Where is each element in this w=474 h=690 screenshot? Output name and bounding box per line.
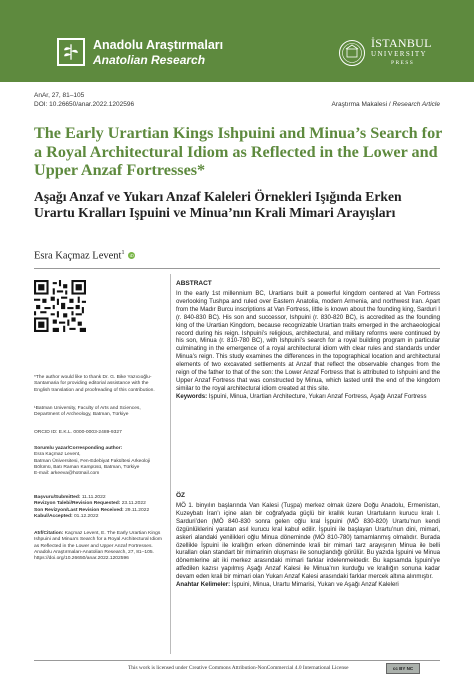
orcid-icon[interactable]: iD (129, 252, 134, 258)
abstract-heading: ABSTRACT (176, 280, 212, 287)
journal-subtitle: Anatolian Research (93, 53, 206, 67)
author-email[interactable]: E-mail: arkeeva@hotmail.com (34, 471, 100, 477)
affiliation-note: ¹Batman University, Faculty of Arts and Sciences, Department of Archeology, Batman, Türkiye (34, 406, 141, 418)
license-text: This work is licensed under Creative Commons Attribution-NonCommercial 4.0 International License (128, 665, 349, 671)
article-title-tr: Aşağı Anzaf ve Yukarı Anzaf Kaleleri Örnekleri Işığında Erken Urartu Kralları Işpuini ve Minua’nın Krali Mimari Arayışları (34, 189, 402, 220)
journal-logo-icon (57, 38, 85, 66)
acknowledgement-note: *The author would like to thank Dr. G. Bike Yazıcıoğlu-Santamaria for providing editorial assistance with the English translation and proofreading of this contribution. (34, 375, 155, 393)
publisher-seal-icon (338, 38, 366, 68)
footer-divider (34, 660, 440, 661)
abstract-text: In the early 1st millennium BC, Urartians built a powerful kingdom centered at Van Fortress overlooking Tushpa and ruled over Eastern Anatolia, modern Armenia, and northwest Iran. Apart from the Madır Burcu inscriptions at Van Fortress, little is known about the founding king, Sarduri I (r. 840-830 BC). His son and successor, Ishpuini (r. 830-820 BC), is accredited as the founding king of the Urartian Kingdom, because recognizable Urartian traits emerged in the archaeological record during his reign. Ishpuini’s religious, architectural, and military reforms were continued by his son, Minua (r. 810-780 BC), with Ishpuini’s search for a royal building program in particular culminating in the emergence of a royal architectural idiom with clear rules and standards under Minua’s reign. This study examines the differences in the topographical location and architectural elements of two excavated settlements at Anzaf that reflect the observable changes from the reign of the father to that of the son: the Lower Anzaf Fortress that is attributed to Ishpuini and the Upper Anzaf Fortress that was constructed by Minua, which lasted until the end of the kingdom similar to the royal architectural idiom created at this site. Keywords: Işpuini, Minua, Urartian Architecture, Yukarı Anzaf Fortress, Aşağı Anzaf Fortress (176, 290, 440, 400)
divider (34, 268, 440, 269)
author-line: Esra Kaçmaz Levent$^1$ iD (34, 250, 134, 262)
publisher-name: İSTANBUL (371, 36, 432, 50)
article-type: Araştırma Makalesi / Research Article (331, 101, 440, 108)
corresponding-author: Sorumlu yazar/Corresponding author: Esra Kaçmaz Levent, Batman Üniversitesi, Fen-Edebiyat Fakültesi Arkeoloji Bölümü, Batı Raman Kampüsü, Batman, Türkiye E-mail: arkeeva@hotmail.com (34, 446, 162, 477)
journal-title: Anadolu Araştırmaları (93, 38, 224, 52)
orcid-line[interactable]: ORCID ID: E.K.L. 0000-0003-2489-9327 (34, 430, 122, 435)
publisher-press: PRESS (391, 60, 415, 66)
publisher-sub: UNIVERSITY (371, 50, 427, 58)
qr-code-icon[interactable] (34, 280, 86, 332)
doi-line[interactable]: DOI: 10.26650/anar.2022.1202596 (34, 101, 135, 108)
article-title-en: The Early Urartian Kings Ishpuini and Minua’s Search for a Royal Architectural Idiom as Reflected in the Lower and Upper Anzaf Fortresses* (34, 124, 443, 179)
citation-line: AnAr, 27, 81–105 (34, 92, 85, 99)
oz-heading: ÖZ (176, 492, 186, 499)
cc-license-icon[interactable]: cc BY NC (386, 663, 420, 674)
column-divider (170, 274, 171, 654)
citation-block: Atıf/Citation: Kaçmaz Levent, E. The Early Urartian Kings Ishpuini and Minua’s Search for a Royal Architectural Idiom as Reflected in the Lower and Upper Anzaf Fortresses. Anadolu Araştırmaları-Anatolian Research, 27, 81–105. https://doi.org/10.26650/anar.2022.1202596 (34, 531, 162, 562)
oz-text: MÖ 1. binyılın başlarında Van Kalesi (Tuşpa) merkez olmak üzere Doğu Anadolu, Ermenistan, Kuzeybatı İran’ı içine alan bir coğrafyada güçlü bir krallık kuran Urartuların kurucu kralı I. Sarduri’den (MÖ 840-830 sonra gelen oğlu kral İşpuini (MÖ 830-820) Urartu’nun kendi özgünlüklerini yaratan asıl kurucu kral kabul edilir. İşpuini ile başlayan Urartu’nun dini, mimari, askeri alandaki yenilikleri oğlu Minua döneminde (MÖ 810-780) tamamlanmış olmalıdır. Burada özellikle İşpuini ile krallığın erken döneminde krali bir mimari tarz arayışının Minua ile belli kuralları olan standart bir mimarinin oluşması ile sonuçlandığı görülür. Bu yazıda İşpuini ve Minua dönemlerine ait iki merkez arasındaki mimari farklar irdelenmektedir. Bu kapsamda İşpuini’ye atfedilen kazısı yapılmış Aşağı Anzaf Kalesi ile Minua’nın kurduğu ve krallığın sonuna kadar devam eden krali bir mimari olan Yukarı Anzaf Kalesi arasındaki farklar mercek altına alınmıştır. Anahtar Kelimeler: İşpuini, Minua, Urartu Mimarisi, Yukarı ve Aşağı Anzaf Kaleleri (176, 502, 440, 589)
dates-block: Başvuru/Submitted: 11.11.2022 Revizyon Talebi/Revision Requested: 23.11.2022 Son Revizyon/Last Revision Received: 29.11.2022 Kabul/Accepted: 01.12.2022 (34, 495, 150, 519)
